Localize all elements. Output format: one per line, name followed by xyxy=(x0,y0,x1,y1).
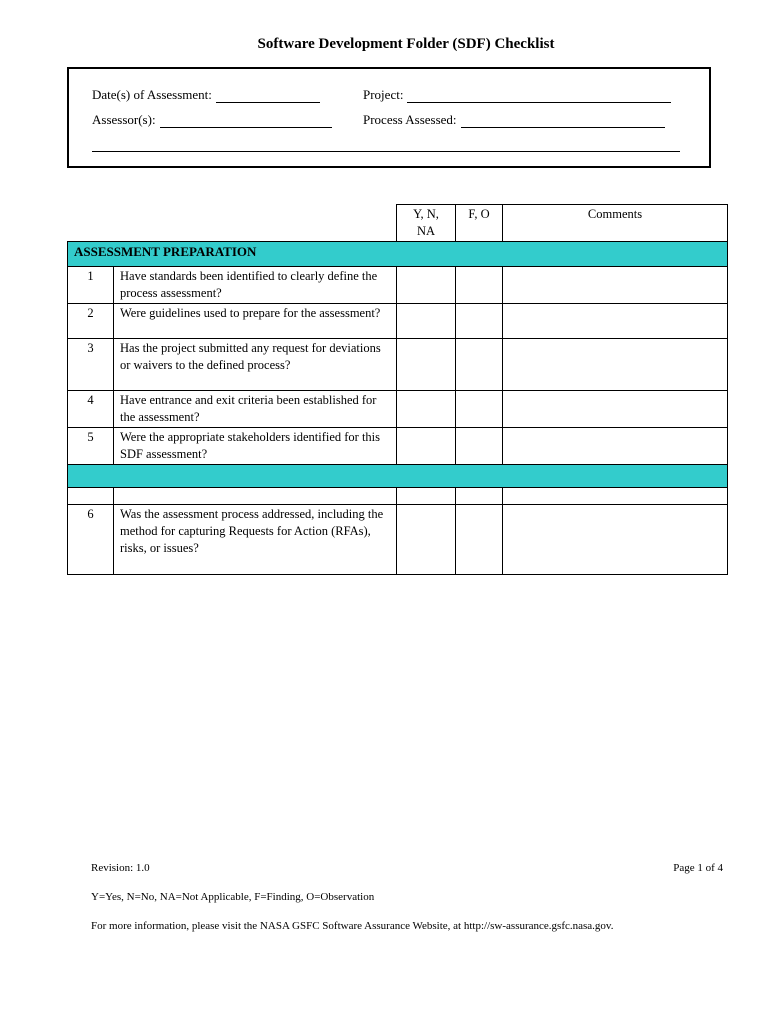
ynna-cell[interactable] xyxy=(397,428,456,465)
fo-cell[interactable] xyxy=(456,391,503,428)
process-blank[interactable] xyxy=(461,115,665,128)
assessors-blank[interactable] xyxy=(160,115,332,128)
ynna-cell[interactable] xyxy=(397,339,456,391)
section-title: ASSESSMENT PREPARATION xyxy=(68,242,728,267)
project-label: Project: xyxy=(363,87,404,102)
extra-rule-line xyxy=(92,151,680,152)
document-title: Software Development Folder (SDF) Checklist xyxy=(257,36,555,52)
fo-cell[interactable] xyxy=(456,267,503,304)
table-row xyxy=(68,505,728,575)
table-row xyxy=(68,339,728,391)
comments-cell[interactable] xyxy=(503,304,728,339)
process-label: Process Assessed: xyxy=(363,112,457,127)
assessors-label: Assessor(s): xyxy=(92,112,156,127)
comments-cell[interactable] xyxy=(503,267,728,304)
dates-label: Date(s) of Assessment: xyxy=(92,87,212,102)
col-ynna-header: Y, N, NA xyxy=(397,205,456,242)
row-number: 6 xyxy=(68,505,114,575)
blank-cell xyxy=(68,488,114,505)
project-field[interactable] xyxy=(363,87,671,103)
ynna-cell[interactable] xyxy=(397,391,456,428)
empty-section-cell xyxy=(68,465,728,488)
fo-cell[interactable] xyxy=(456,428,503,465)
blank-table-row xyxy=(68,488,728,505)
row-question: Have entrance and exit criteria been established for the assessment? xyxy=(114,391,397,428)
assessment-info-box xyxy=(67,67,711,168)
blank-cell[interactable] xyxy=(503,488,728,505)
comments-cell[interactable] xyxy=(503,391,728,428)
row-number: 3 xyxy=(68,339,114,391)
ynna-cell[interactable] xyxy=(397,304,456,339)
ynna-cell[interactable] xyxy=(397,267,456,304)
assessors-field[interactable] xyxy=(92,112,332,128)
blank-cell xyxy=(114,488,397,505)
process-field[interactable] xyxy=(363,112,665,128)
page-number: Page 1 of 4 xyxy=(673,862,723,874)
checklist-table xyxy=(67,204,728,575)
section-header-row xyxy=(68,242,728,267)
blank-cell[interactable] xyxy=(397,488,456,505)
table-row xyxy=(68,428,728,465)
revision-label: Revision: 1.0 xyxy=(91,862,150,874)
blank-cell[interactable] xyxy=(456,488,503,505)
ynna-cell[interactable] xyxy=(397,505,456,575)
row-number: 4 xyxy=(68,391,114,428)
row-question: Was the assessment process addressed, including the method for capturing Requests for Action (RFAs), risks, or issues? xyxy=(114,505,397,575)
col-fo-header: F, O xyxy=(456,205,503,242)
project-blank[interactable] xyxy=(407,90,671,103)
table-row xyxy=(68,391,728,428)
dates-blank[interactable] xyxy=(216,90,320,103)
row-question: Were the appropriate stakeholders identified for this SDF assessment? xyxy=(114,428,397,465)
header-spacer xyxy=(68,205,397,242)
row-number: 1 xyxy=(68,267,114,304)
comments-cell[interactable] xyxy=(503,505,728,575)
table-row xyxy=(68,267,728,304)
row-number: 2 xyxy=(68,304,114,339)
dates-field[interactable] xyxy=(92,87,320,103)
comments-cell[interactable] xyxy=(503,339,728,391)
legend-text: Y=Yes, N=No, NA=Not Applicable, F=Finding, O=Observation xyxy=(91,891,375,903)
row-question: Have standards been identified to clearly define the process assessment? xyxy=(114,267,397,304)
fo-cell[interactable] xyxy=(456,339,503,391)
table-header-row xyxy=(68,205,728,242)
comments-cell[interactable] xyxy=(503,428,728,465)
row-question: Were guidelines used to prepare for the assessment? xyxy=(114,304,397,339)
empty-section-row xyxy=(68,465,728,488)
row-number: 5 xyxy=(68,428,114,465)
row-question: Has the project submitted any request for deviations or waivers to the defined process? xyxy=(114,339,397,391)
fo-cell[interactable] xyxy=(456,304,503,339)
more-info-text: For more information, please visit the NASA GSFC Software Assurance Website, at http://sw-assurance.gsfc.nasa.gov. xyxy=(91,920,614,932)
fo-cell[interactable] xyxy=(456,505,503,575)
table-row xyxy=(68,304,728,339)
col-comments-header: Comments xyxy=(503,205,728,242)
